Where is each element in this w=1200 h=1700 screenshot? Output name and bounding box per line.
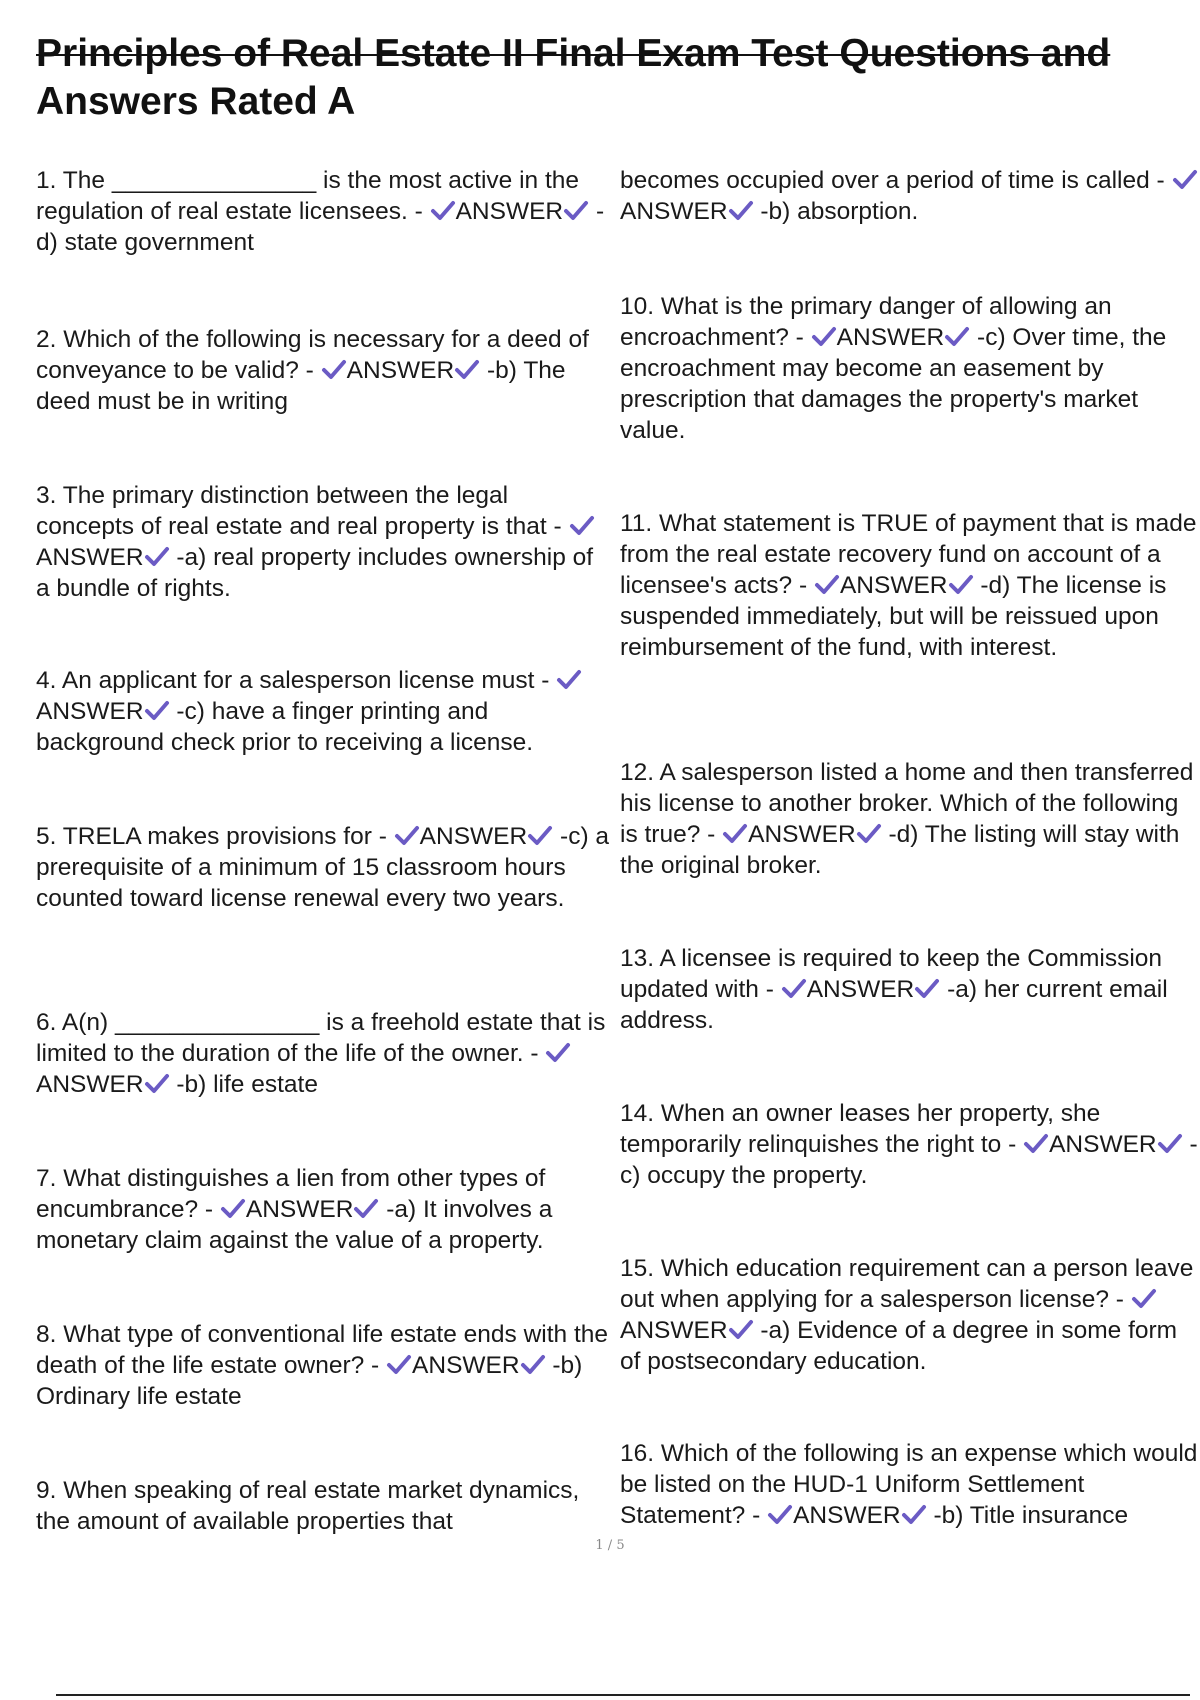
answer-text: -a) her current email address. bbox=[620, 976, 1168, 1034]
checkmark-icon bbox=[944, 324, 970, 348]
answer-text: -a) real property includes ownership of a bundle of rights. bbox=[36, 544, 594, 602]
answer-text: -b) The deed must be in writing bbox=[36, 357, 566, 415]
answer-label: ANSWER bbox=[36, 1071, 144, 1098]
question-6 bbox=[36, 1007, 610, 1100]
answer-text: -b) Title insurance bbox=[933, 1502, 1129, 1529]
question-9-start bbox=[36, 1475, 610, 1537]
answer-text: -c) have a finger printing and background check prior to receiving a license. bbox=[36, 698, 534, 756]
question-text: 5. TRELA makes provisions for - bbox=[36, 823, 387, 850]
checkmark-icon bbox=[220, 1196, 246, 1220]
question-text: 16. Which of the following is an expense which would be listed on the HUD-1 Uniform Settlement Statement? - bbox=[620, 1440, 1198, 1529]
checkmark-icon bbox=[814, 572, 840, 596]
question-13 bbox=[620, 943, 1200, 1036]
checkmark-icon bbox=[569, 513, 595, 537]
checkmark-icon bbox=[1131, 1286, 1157, 1310]
question-text: 14. When an owner leases her property, she temporarily relinquishes the right to - bbox=[620, 1100, 1101, 1158]
checkmark-icon bbox=[728, 1317, 754, 1341]
checkmark-icon bbox=[353, 1196, 379, 1220]
answer-text: -d) The listing will stay with the original broker. bbox=[620, 821, 1180, 879]
answer-label: ANSWER bbox=[1049, 1131, 1157, 1158]
question-text: 7. What distinguishes a lien from other types of encumbrance? - bbox=[36, 1165, 546, 1223]
answer-label: ANSWER bbox=[36, 698, 144, 725]
question-2 bbox=[36, 324, 610, 417]
answer-text: -b) Ordinary life estate bbox=[36, 1352, 583, 1410]
checkmark-icon bbox=[1157, 1131, 1183, 1155]
question-text: 1. The _______________ is the most active in the regulation of real estate licensees. - bbox=[36, 167, 580, 225]
checkmark-icon bbox=[545, 1040, 571, 1064]
question-text: 9. When speaking of real estate market dynamics, the amount of available properties that bbox=[36, 1477, 580, 1535]
answer-label: ANSWER bbox=[806, 976, 915, 1003]
question-11 bbox=[620, 508, 1200, 663]
answer-label: ANSWER bbox=[36, 544, 144, 571]
checkmark-icon bbox=[520, 1352, 546, 1376]
question-10 bbox=[620, 291, 1200, 446]
answer-text: -b) absorption. bbox=[760, 198, 919, 225]
question-5 bbox=[36, 821, 610, 914]
answer-label: ANSWER bbox=[793, 1502, 901, 1529]
question-14 bbox=[620, 1098, 1200, 1191]
answer-text: -d) state government bbox=[36, 198, 605, 256]
checkmark-icon bbox=[948, 572, 974, 596]
question-3 bbox=[36, 480, 610, 604]
question-text: 10. What is the primary danger of allowing an encroachment? - bbox=[620, 293, 1112, 351]
answer-label: ANSWER bbox=[419, 823, 528, 850]
answer-label: ANSWER bbox=[412, 1352, 520, 1379]
checkmark-icon bbox=[1023, 1131, 1049, 1155]
checkmark-icon bbox=[527, 823, 553, 847]
question-text: 2. Which of the following is necessary for a deed of conveyance to be valid? - bbox=[36, 326, 589, 384]
answer-label: ANSWER bbox=[620, 198, 728, 225]
document-title bbox=[36, 30, 1166, 126]
question-text: 15. Which education requirement can a person leave out when applying for a salesperson license? - bbox=[620, 1255, 1194, 1313]
checkmark-icon bbox=[856, 821, 882, 845]
checkmark-icon bbox=[811, 324, 837, 348]
answer-label: ANSWER bbox=[620, 1317, 728, 1344]
checkmark-icon bbox=[914, 976, 940, 1000]
answer-text: -c) Over time, the encroachment may become an easement by prescription that damages the property's market value. bbox=[620, 324, 1167, 444]
question-9-continued bbox=[620, 165, 1200, 227]
answer-text: -d) The license is suspended immediately, but will be reissued upon reimbursement of the fund, with interest. bbox=[620, 572, 1167, 661]
checkmark-icon bbox=[767, 1502, 793, 1526]
answer-label: ANSWER bbox=[455, 198, 564, 225]
checkmark-icon bbox=[901, 1502, 927, 1526]
question-text: 13. A licensee is required to keep the Commission updated with - bbox=[620, 945, 1163, 1003]
question-7 bbox=[36, 1163, 610, 1256]
checkmark-icon bbox=[1172, 167, 1198, 191]
checkmark-icon bbox=[781, 976, 807, 1000]
checkmark-icon bbox=[144, 544, 170, 568]
question-text: 3. The primary distinction between the legal concepts of real estate and real property is that - bbox=[36, 482, 562, 540]
answer-label: ANSWER bbox=[839, 572, 948, 599]
page-number: 1 / 5 bbox=[595, 1538, 625, 1553]
answer-text: -b) life estate bbox=[176, 1071, 318, 1098]
checkmark-icon bbox=[321, 357, 347, 381]
question-16 bbox=[620, 1438, 1200, 1531]
question-12 bbox=[620, 757, 1200, 881]
checkmark-icon bbox=[728, 198, 754, 222]
answer-text: -c) occupy the property. bbox=[620, 1131, 1198, 1189]
checkmark-icon bbox=[556, 667, 582, 691]
question-text: becomes occupied over a period of time is called - bbox=[620, 167, 1165, 194]
answer-label: ANSWER bbox=[245, 1196, 354, 1223]
answer-text: -a) Evidence of a degree in some form of postsecondary education. bbox=[620, 1317, 1178, 1375]
question-text: 4. An applicant for a salesperson license must - bbox=[36, 667, 550, 694]
question-4 bbox=[36, 665, 610, 758]
question-text: 6. A(n) _______________ is a freehold estate that is limited to the duration of the life of the owner. - bbox=[36, 1009, 606, 1067]
question-text: 12. A salesperson listed a home and then transferred his license to another broker. Which of the following is true? - bbox=[620, 759, 1194, 848]
footer-divider bbox=[56, 1694, 1190, 1696]
checkmark-icon bbox=[430, 198, 456, 222]
checkmark-icon bbox=[454, 357, 480, 381]
question-text: 11. What statement is TRUE of payment that is made from the real estate recovery fund on account of a licensee's acts? - bbox=[620, 510, 1197, 599]
answer-label: ANSWER bbox=[836, 324, 945, 351]
question-text: 8. What type of conventional life estate ends with the death of the life estate owner? - bbox=[36, 1321, 609, 1379]
checkmark-icon bbox=[394, 823, 420, 847]
answer-label: ANSWER bbox=[346, 357, 455, 384]
question-15 bbox=[620, 1253, 1200, 1377]
document-title-line-2: Answers Rated A bbox=[36, 80, 356, 123]
checkmark-icon bbox=[563, 198, 589, 222]
checkmark-icon bbox=[722, 821, 748, 845]
document-title-line-1: Principles of Real Estate II Final Exam Test Questions and bbox=[36, 32, 1111, 75]
answer-text: -a) It involves a monetary claim against the value of a property. bbox=[36, 1196, 553, 1254]
checkmark-icon bbox=[144, 1071, 170, 1095]
question-8 bbox=[36, 1319, 610, 1412]
answer-label: ANSWER bbox=[748, 821, 856, 848]
checkmark-icon bbox=[386, 1352, 412, 1376]
answer-text: -c) a prerequisite of a minimum of 15 classroom hours counted toward license renewal every two years. bbox=[36, 823, 610, 912]
question-1 bbox=[36, 165, 610, 258]
checkmark-icon bbox=[144, 698, 170, 722]
